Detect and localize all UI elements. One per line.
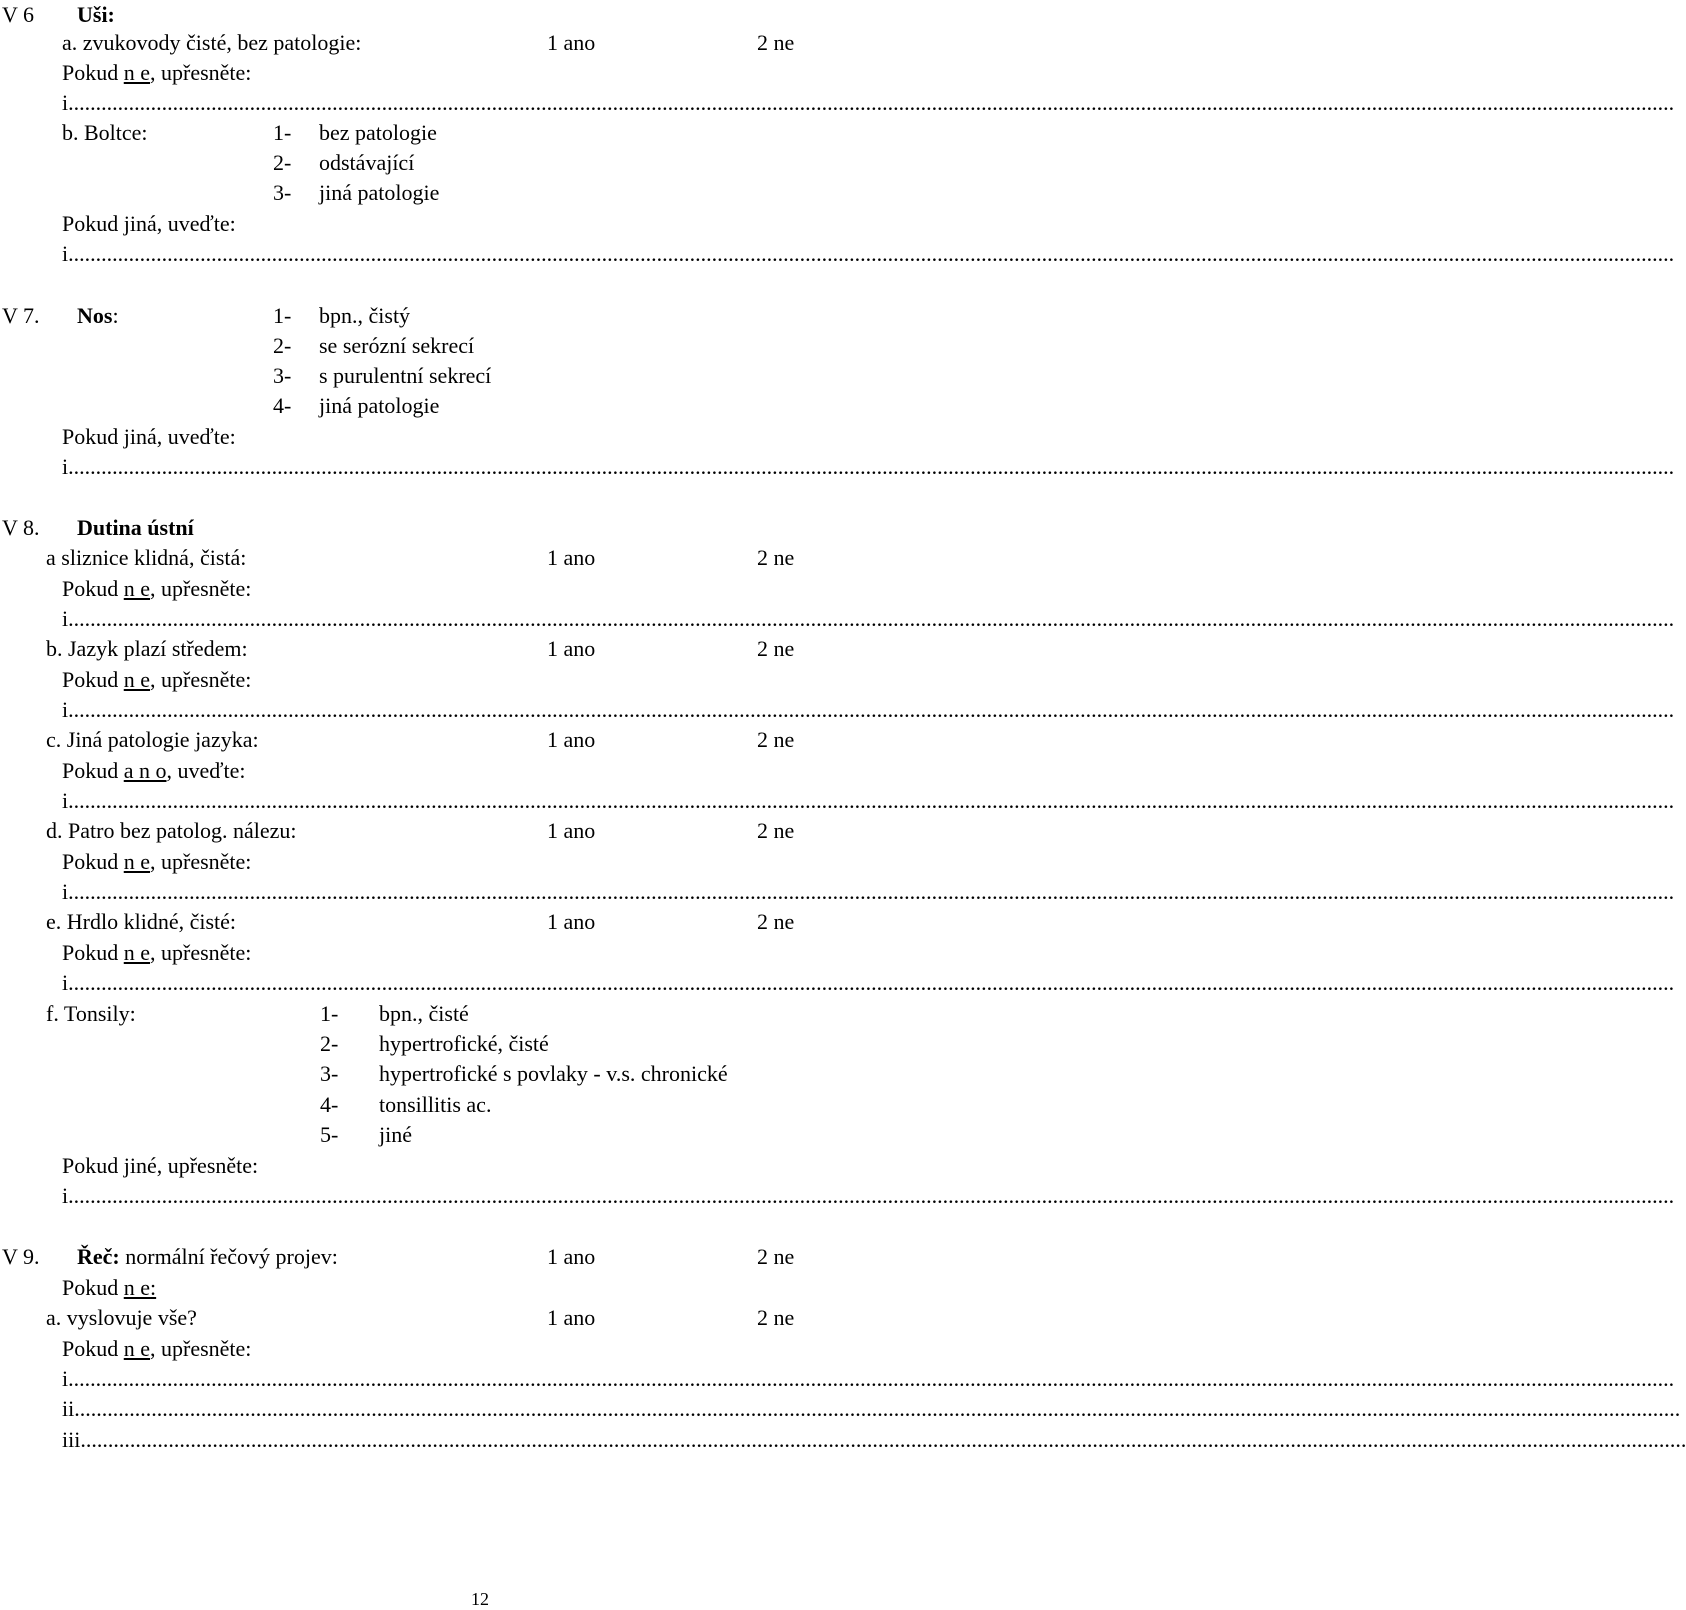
question-label: a sliznice klidná, čistá: [46,545,247,570]
option-text[interactable]: s purulentní sekrecí [319,363,492,388]
specify-label: Pokud n e, upřesněte: [62,940,252,965]
specify-label: Pokud n e: [62,1275,157,1300]
option-text[interactable]: hypertrofické s povlaky - v.s. chronické [379,1061,728,1086]
option-text[interactable]: odstávající [319,150,415,175]
section-title: Uši: [77,2,115,27]
option-number: 2- [320,1031,339,1056]
specify-label: Pokud n e, upřesněte: [62,1336,252,1361]
question-label: b. Boltce: [62,120,148,145]
option-yes[interactable]: 1 ano [547,909,596,934]
option-text[interactable]: jiná patologie [319,393,440,418]
answer-line[interactable]: iii.................................................................................................................................................................................................................................................................................................... [62,1427,1686,1452]
page-number: 12 [471,1589,489,1609]
question-label: b. Jazyk plazí středem: [46,636,248,661]
specify-label: Pokud n e, upřesněte: [62,576,252,601]
answer-line[interactable]: i.................................................................................................................................................................................................................................................................................................... [62,879,1675,904]
answer-line[interactable]: i.................................................................................................................................................................................................................................................................................................... [62,697,1675,722]
section-number: V 9. [2,1244,40,1269]
answer-line[interactable]: ii.................................................................................................................................................................................................................................................................................................... [62,1396,1681,1421]
option-yes[interactable]: 1 ano [547,1305,596,1330]
option-number: 3- [273,363,292,388]
section-title: Nos [77,303,113,328]
specify-label: Pokud jiná, uveďte: [62,424,236,449]
option-yes[interactable]: 1 ano [547,1244,596,1269]
section-number: V 6 [2,2,34,27]
option-number: 1- [320,1001,339,1026]
option-text[interactable]: jiné [379,1122,412,1147]
answer-line[interactable]: i.................................................................................................................................................................................................................................................................................................... [62,454,1675,479]
answer-line[interactable]: i.................................................................................................................................................................................................................................................................................................... [62,970,1675,995]
option-text[interactable]: bpn., čisté [379,1001,469,1026]
question-label: e. Hrdlo klidné, čisté: [46,909,237,934]
option-number: 1- [273,120,292,145]
answer-line[interactable]: i.................................................................................................................................................................................................................................................................................................... [62,241,1675,266]
question-label: a. vyslovuje vše? [46,1305,197,1330]
option-number: 5- [320,1122,339,1147]
answer-line[interactable]: i.................................................................................................................................................................................................................................................................................................... [62,1183,1675,1208]
specify-label: Pokud n e, upřesněte: [62,849,252,874]
question-label: f. Tonsily: [46,1001,136,1026]
question-label: c. Jiná patologie jazyka: [46,727,259,752]
option-text[interactable]: se serózní sekrecí [319,333,475,358]
option-no[interactable]: 2 ne [757,909,795,934]
question-label: d. Patro bez patolog. nálezu: [46,818,297,843]
option-number: 3- [273,180,292,205]
option-text[interactable]: tonsillitis ac. [379,1092,492,1117]
option-no[interactable]: 2 ne [757,818,795,843]
option-number: 1- [273,303,292,328]
specify-label: Pokud n e, upřesněte: [62,60,252,85]
option-yes[interactable]: 1 ano [547,30,596,55]
question-label: a. zvukovody čisté, bez patologie: [62,30,362,55]
option-no[interactable]: 2 ne [757,636,795,661]
option-text[interactable]: hypertrofické, čisté [379,1031,549,1056]
option-no[interactable]: 2 ne [757,545,795,570]
section-number: V 8. [2,515,40,540]
option-yes[interactable]: 1 ano [547,545,596,570]
option-no[interactable]: 2 ne [757,1305,795,1330]
specify-label: Pokud a n o, uveďte: [62,758,246,783]
section-title: Řeč: [77,1244,120,1269]
option-yes[interactable]: 1 ano [547,818,596,843]
option-text[interactable]: jiná patologie [319,180,440,205]
section-title: Dutina ústní [77,515,194,540]
option-no[interactable]: 2 ne [757,1244,795,1269]
option-number: 2- [273,333,292,358]
option-no[interactable]: 2 ne [757,727,795,752]
question-label: normální řečový projev: [125,1244,338,1269]
answer-line[interactable]: i.................................................................................................................................................................................................................................................................................................... [62,90,1675,115]
answer-line[interactable]: i.................................................................................................................................................................................................................................................................................................... [62,1366,1675,1391]
option-no[interactable]: 2 ne [757,30,795,55]
specify-label: Pokud jiné, upřesněte: [62,1153,259,1178]
answer-line[interactable]: i.................................................................................................................................................................................................................................................................................................... [62,788,1675,813]
option-number: 4- [320,1092,339,1117]
option-yes[interactable]: 1 ano [547,727,596,752]
option-text[interactable]: bez patologie [319,120,437,145]
option-number: 3- [320,1061,339,1086]
section-number: V 7. [2,303,40,328]
specify-label: Pokud jiná, uveďte: [62,211,236,236]
option-number: 2- [273,150,292,175]
option-text[interactable]: bpn., čistý [319,303,411,328]
specify-label: Pokud n e, upřesněte: [62,667,252,692]
option-number: 4- [273,393,292,418]
answer-line[interactable]: i.................................................................................................................................................................................................................................................................................................... [62,606,1675,631]
option-yes[interactable]: 1 ano [547,636,596,661]
